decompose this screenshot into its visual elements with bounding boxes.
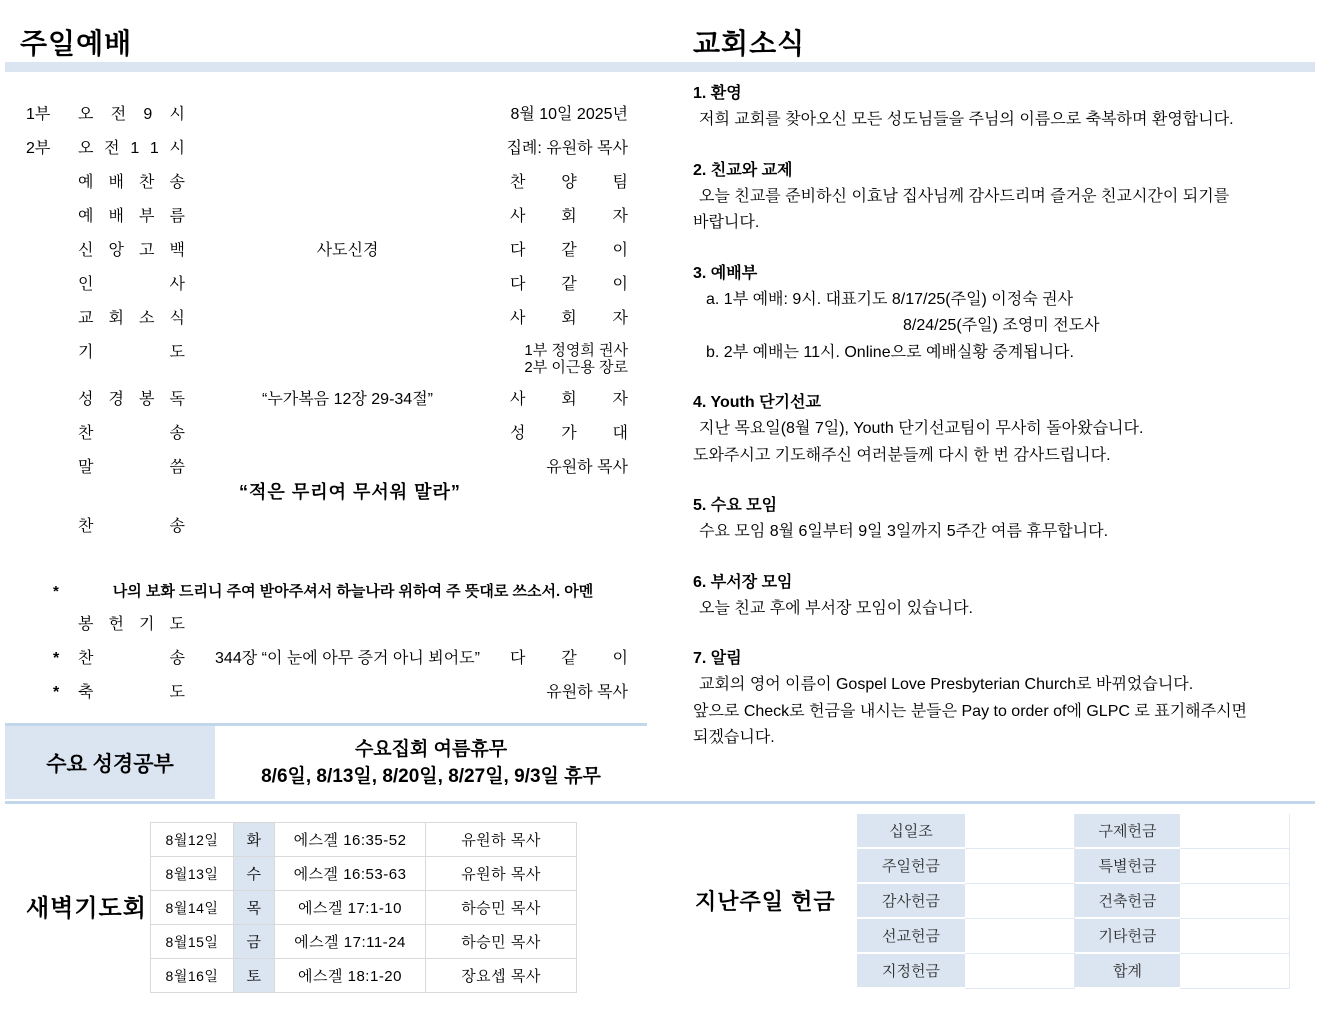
section-line: 지난 목요일(8월 7일), Youth 단기선교팀이 무사히 돌아왔습니다.: [699, 420, 1144, 437]
section-line: 앞으로 Check로 헌금을 내시는 분들은 Pay to order of에 GLPC 로 표기해주시면: [693, 702, 1248, 720]
dawn-scripture: 에스겔 17:1-10: [275, 891, 426, 925]
dawn-date: 8월14일: [151, 891, 234, 925]
order-assignee: 사 회 자: [510, 391, 628, 408]
section-heading: 6. 부서장 모임: [693, 573, 793, 591]
dawn-pastor: 유원하 목사: [426, 857, 577, 891]
worship-order-row: [20, 138, 628, 159]
dawn-date: 8월15일: [151, 925, 234, 959]
order-assignee: 다 같 이: [510, 242, 628, 259]
order-assignee: 다 같 이: [510, 650, 628, 667]
offering-type: 지정헌금: [857, 954, 965, 989]
order-label: 봉 헌 기 도: [78, 616, 185, 633]
news-section-notice: [693, 645, 1293, 752]
section-heading: 2. 친교와 교제: [693, 161, 793, 179]
order-assignee: 성 가 대: [510, 425, 628, 442]
offering-amount: [965, 919, 1075, 954]
worship-order-row: [20, 457, 628, 478]
offering-amount: [1180, 814, 1290, 849]
dawn-day: 금: [234, 925, 275, 959]
worship-order-row: [20, 206, 628, 227]
scripture-reference: “누가복음 12장 29-34절”: [261, 391, 433, 408]
order-label: 신 앙 고 백: [78, 242, 185, 259]
table-row: [151, 959, 577, 993]
offering-type: 선교헌금: [857, 919, 965, 954]
star-marker: *: [53, 684, 60, 701]
order-assignee: 찬 양 팀: [510, 174, 628, 191]
dawn-day: 토: [234, 959, 275, 993]
worship-order-list: [20, 104, 628, 491]
worship-order-row: [20, 172, 628, 193]
news-title: 교회소식: [693, 28, 806, 59]
order-label: 찬 송: [78, 650, 185, 667]
order-label: 말 씀: [78, 459, 185, 476]
service-part: 1부: [26, 106, 51, 123]
dawn-day: 수: [234, 857, 275, 891]
sermon-title: “적은 무리여 무서워 말라”: [239, 482, 461, 502]
section-line: 교회의 영어 이름이 Gospel Love Presbyterian Church로 바뀌었습니다.: [699, 676, 1194, 693]
order-label: 오 전 1 1 시: [78, 140, 185, 157]
order-detail: 사도신경: [316, 242, 379, 259]
dawn-date: 8월16일: [151, 959, 234, 993]
dawn-day: 목: [234, 891, 275, 925]
section-line: 오늘 친교를 준비하신 이효남 집사님께 감사드리며 즐거운 친교시간이 되기를: [699, 187, 1230, 205]
dawn-pastor: 장요셉 목사: [426, 959, 577, 993]
news-section-fellowship: [693, 157, 1293, 237]
offering-refrain: 나의 보화 드리니 주여 받아주셔서 하늘나라 위하여 주 뜻대로 쓰소서. 아멘: [112, 583, 594, 600]
prayer-leader-1st: 1부 정영희 권사: [524, 342, 628, 359]
section-divider-line: [5, 801, 1315, 804]
news-section-worship-dept: [693, 260, 1293, 367]
dawn-prayer-table: [150, 822, 577, 993]
offering-amount: [965, 814, 1075, 849]
order-assignee: 다 같 이: [510, 276, 628, 293]
worship-order-row: [20, 423, 628, 444]
order-assignee: 사 회 자: [510, 208, 628, 225]
dawn-pastor: 하승민 목사: [426, 891, 577, 925]
order-label: 축 도: [78, 684, 185, 701]
dawn-scripture: 에스겔 16:35-52: [275, 823, 426, 857]
table-row: [151, 823, 577, 857]
table-row: [151, 925, 577, 959]
order-label: 찬 송: [78, 425, 185, 442]
worship-order-list-end: [20, 614, 628, 716]
offering-type: 건축헌금: [1075, 884, 1180, 919]
news-section-dept-heads: [693, 569, 1293, 623]
wednesday-study-box: [5, 726, 647, 799]
offering-table: [857, 814, 1290, 989]
offering-amount: [1180, 884, 1290, 919]
dawn-pastor: 하승민 목사: [426, 925, 577, 959]
benediction-pastor: 유원하 목사: [546, 684, 628, 701]
worship-order-row: [20, 389, 628, 410]
worship-order-row: [20, 274, 628, 295]
offering-amount: [965, 884, 1075, 919]
section-line: a. 1부 예배: 9시. 대표기도 8/17/25(주일) 이정숙 권사: [706, 290, 1074, 308]
worship-order-row: [20, 648, 628, 669]
service-part: 2부: [26, 140, 51, 157]
offering-amount: [1180, 919, 1290, 954]
wednesday-study-line1: 수요집회 여름휴무: [354, 738, 508, 760]
news-section-youth-mission: [693, 389, 1293, 469]
worship-order-row: [20, 682, 628, 703]
order-label: 성 경 봉 독: [78, 391, 185, 408]
wednesday-study-label: 수요 성경공부: [5, 726, 215, 799]
star-marker: *: [53, 583, 59, 600]
offering-type: 특별헌금: [1075, 849, 1180, 884]
officiant: 집례: 유원하 목사: [506, 140, 628, 157]
hymn-row-container: [20, 516, 628, 550]
section-heading: 5. 수요 모임: [693, 497, 778, 514]
bulletin-date: 8월 10일 2025년: [510, 106, 628, 123]
order-label: 기 도: [78, 344, 185, 361]
prayer-leader-2nd: 2부 이근용 장로: [524, 359, 628, 376]
section-heading: 1. 환영: [693, 85, 742, 102]
order-label: 교 회 소 식: [78, 310, 185, 327]
prayer-leaders: [468, 342, 628, 376]
offering-refrain-row: [20, 582, 628, 601]
star-marker: *: [53, 650, 60, 667]
news-sections: [693, 80, 1293, 775]
worship-title: 주일예배: [20, 28, 133, 59]
dawn-prayer-label: 새벽기도회: [26, 895, 147, 922]
offering-amount: [965, 954, 1075, 989]
table-row: [151, 891, 577, 925]
section-line: b. 2부 예배는 11시. Online으로 예배실황 중계됩니다.: [706, 343, 1074, 361]
order-label: 찬 송: [78, 518, 185, 535]
dawn-day: 화: [234, 823, 275, 857]
dawn-scripture: 에스겔 18:1-20: [275, 959, 426, 993]
section-line: 수요 모임 8월 6일부터 9일 3일까지 5주간 여름 휴무합니다.: [699, 523, 1109, 540]
worship-order-row: [20, 104, 628, 125]
section-line: 되겠습니다.: [693, 729, 775, 746]
offering-label: 지난주일 헌금: [695, 889, 836, 914]
offering-type: 감사헌금: [857, 884, 965, 919]
order-assignee: 사 회 자: [510, 310, 628, 327]
offering-type: 합계: [1075, 954, 1180, 989]
table-row: [857, 954, 1290, 989]
section-line: 8/24/25(주일) 조영미 전도사: [903, 317, 1100, 334]
offering-type: 구제헌금: [1075, 814, 1180, 849]
section-line: 바랍니다.: [693, 214, 760, 231]
dawn-pastor: 유원하 목사: [426, 823, 577, 857]
offering-amount: [1180, 954, 1290, 989]
order-label: 오 전 9 시: [78, 106, 185, 123]
wednesday-study-notice: [215, 726, 647, 799]
order-label: 예 배 부 름: [78, 208, 185, 225]
dawn-date: 8월12일: [151, 823, 234, 857]
worship-order-row: [20, 308, 628, 329]
offering-type: 기타헌금: [1075, 919, 1180, 954]
order-label: 예 배 찬 송: [78, 174, 185, 191]
section-heading: 4. Youth 단기선교: [693, 394, 821, 411]
offering-type: 주일헌금: [857, 849, 965, 884]
news-section-wednesday: [693, 492, 1293, 546]
table-row: [857, 884, 1290, 919]
preacher-name: 유원하 목사: [546, 459, 628, 476]
dawn-scripture: 에스겔 17:11-24: [275, 925, 426, 959]
offering-amount: [965, 849, 1075, 884]
offering-type: 십일조: [857, 814, 965, 849]
section-line: 오늘 친교 후에 부서장 모임이 있습니다.: [699, 599, 973, 617]
section-heading: 7. 알림: [693, 650, 742, 667]
wednesday-study-line2: 8/6일, 8/13일, 8/20일, 8/27일, 9/3일 휴무: [261, 765, 601, 787]
table-row: [857, 919, 1290, 954]
worship-order-row: [20, 240, 628, 261]
hymn-number-title: 344장 “이 눈에 아무 증거 아니 뵈어도”: [215, 650, 480, 667]
section-line: 저희 교회를 찾아오신 모든 성도님들을 주님의 이름으로 축복하며 환영합니다.: [699, 111, 1234, 128]
offering-amount: [1180, 849, 1290, 884]
table-row: [857, 849, 1290, 884]
section-heading: 3. 예배부: [693, 264, 758, 282]
section-line: 도와주시고 기도해주신 여러분들께 다시 한 번 감사드립니다.: [693, 446, 1111, 464]
news-section-welcome: [693, 80, 1293, 134]
worship-order-row: [20, 516, 628, 537]
title-underline-bar: [5, 62, 1315, 72]
worship-order-row: [20, 342, 628, 376]
table-row: [151, 857, 577, 891]
order-label: 인 사: [78, 276, 185, 293]
table-row: [857, 814, 1290, 849]
dawn-date: 8월13일: [151, 857, 234, 891]
dawn-scripture: 에스겔 16:53-63: [275, 857, 426, 891]
worship-order-row: [20, 614, 628, 635]
